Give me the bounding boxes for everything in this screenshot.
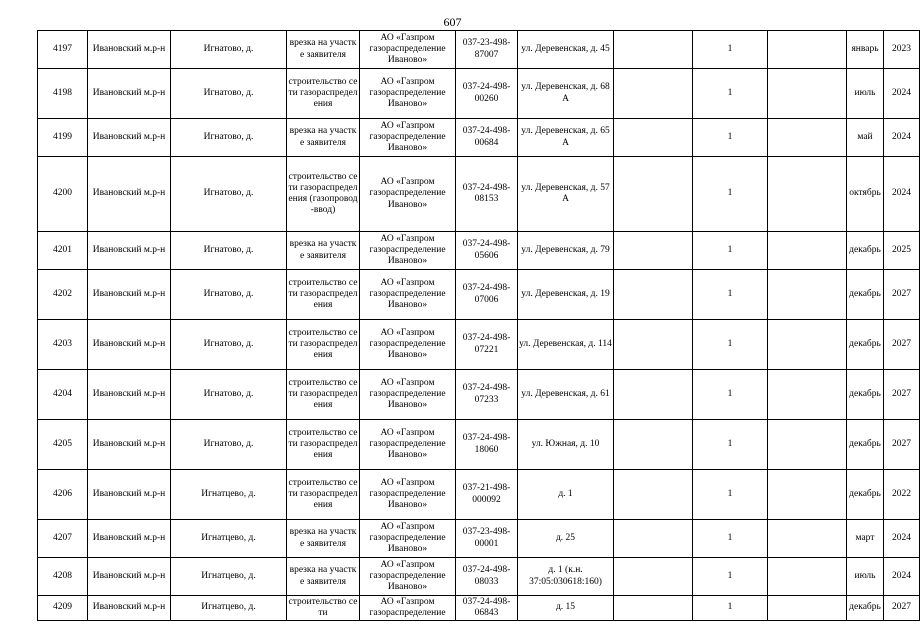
row-number-cell: 4204 — [38, 370, 88, 420]
registry-body — [38, 31, 920, 621]
locality-cell: Игнатцево, д. — [171, 596, 287, 621]
district-cell: Ивановский м.р-н — [88, 232, 171, 270]
work-type-cell: строительство сети газораспределения — [287, 470, 360, 520]
year-cell: 2024 — [884, 69, 920, 119]
application-code-cell: 037-24-498-07221 — [456, 320, 518, 370]
quantity-cell: 1 — [693, 558, 768, 596]
quantity-cell: 1 — [693, 31, 768, 69]
month-cell: октябрь — [847, 157, 884, 232]
table-row — [38, 69, 920, 119]
application-code-cell: 037-24-498-05606 — [456, 232, 518, 270]
month-cell: январь — [847, 31, 884, 69]
organization-cell: АО «Газпром газораспределение Иваново» — [360, 320, 456, 370]
month-cell: июль — [847, 558, 884, 596]
year-cell: 2023 — [884, 31, 920, 69]
address-cell: д. 15 — [518, 596, 614, 621]
empty-cell — [614, 596, 693, 621]
empty-cell — [614, 370, 693, 420]
organization-cell: АО «Газпром газораспределение Иваново» — [360, 558, 456, 596]
district-cell: Ивановский м.р-н — [88, 320, 171, 370]
address-cell: ул. Деревенская, д. 68 А — [518, 69, 614, 119]
application-code-cell: 037-21-498-000092 — [456, 470, 518, 520]
table-row — [38, 470, 920, 520]
year-cell: 2024 — [884, 119, 920, 157]
empty-cell — [768, 520, 847, 558]
year-cell: 2027 — [884, 596, 920, 621]
address-cell: ул. Деревенская, д. 79 — [518, 232, 614, 270]
row-number-cell: 4203 — [38, 320, 88, 370]
organization-cell: АО «Газпром газораспределение Иваново» — [360, 270, 456, 320]
row-number-cell: 4198 — [38, 69, 88, 119]
row-number-cell: 4206 — [38, 470, 88, 520]
organization-cell: АО «Газпром газораспределение Иваново» — [360, 119, 456, 157]
application-code-cell: 037-23-498-00001 — [456, 520, 518, 558]
quantity-cell: 1 — [693, 420, 768, 470]
month-cell: декабрь — [847, 320, 884, 370]
organization-cell: АО «Газпром газораспределение Иваново» — [360, 232, 456, 270]
application-code-cell: 037-24-498-07006 — [456, 270, 518, 320]
organization-cell: АО «Газпром газораспределение Иваново» — [360, 370, 456, 420]
district-cell: Ивановский м.р-н — [88, 596, 171, 621]
quantity-cell: 1 — [693, 270, 768, 320]
row-number-cell: 4209 — [38, 596, 88, 621]
year-cell: 2024 — [884, 157, 920, 232]
table-row — [38, 520, 920, 558]
work-type-cell: строительство сети газораспределения — [287, 420, 360, 470]
row-number-cell: 4207 — [38, 520, 88, 558]
work-type-cell: строительство сети газораспределения — [287, 320, 360, 370]
year-cell: 2027 — [884, 370, 920, 420]
year-cell: 2027 — [884, 270, 920, 320]
table-row — [38, 270, 920, 320]
locality-cell: Игнатцево, д. — [171, 558, 287, 596]
table-row — [38, 157, 920, 232]
address-cell: ул. Деревенская, д. 45 — [518, 31, 614, 69]
address-cell: ул. Деревенская, д. 57 А — [518, 157, 614, 232]
district-cell: Ивановский м.р-н — [88, 558, 171, 596]
month-cell: декабрь — [847, 420, 884, 470]
empty-cell — [614, 232, 693, 270]
work-type-cell: врезка на участке заявителя — [287, 558, 360, 596]
quantity-cell: 1 — [693, 232, 768, 270]
quantity-cell: 1 — [693, 520, 768, 558]
address-cell: д. 1 (к.н. 37:05:030618:160) — [518, 558, 614, 596]
row-number-cell: 4199 — [38, 119, 88, 157]
month-cell: май — [847, 119, 884, 157]
address-cell: ул. Деревенская, д. 114 — [518, 320, 614, 370]
empty-cell — [614, 31, 693, 69]
application-code-cell: 037-24-498-06843 — [456, 596, 518, 621]
year-cell: 2027 — [884, 420, 920, 470]
address-cell: ул. Южная, д. 10 — [518, 420, 614, 470]
organization-cell: АО «Газпром газораспределение — [360, 596, 456, 621]
empty-cell — [768, 470, 847, 520]
table-row — [38, 420, 920, 470]
district-cell: Ивановский м.р-н — [88, 157, 171, 232]
organization-cell: АО «Газпром газораспределение Иваново» — [360, 157, 456, 232]
empty-cell — [768, 69, 847, 119]
table-row — [38, 232, 920, 270]
quantity-cell: 1 — [693, 596, 768, 621]
application-code-cell: 037-24-498-08153 — [456, 157, 518, 232]
row-number-cell: 4197 — [38, 31, 88, 69]
month-cell: декабрь — [847, 270, 884, 320]
empty-cell — [768, 157, 847, 232]
empty-cell — [768, 558, 847, 596]
year-cell: 2024 — [884, 520, 920, 558]
empty-cell — [614, 270, 693, 320]
empty-cell — [768, 31, 847, 69]
work-type-cell: врезка на участке заявителя — [287, 232, 360, 270]
table-row — [38, 596, 920, 621]
quantity-cell: 1 — [693, 157, 768, 232]
quantity-cell: 1 — [693, 320, 768, 370]
work-type-cell: строительство сети газораспределения — [287, 69, 360, 119]
application-code-cell: 037-24-498-18060 — [456, 420, 518, 470]
district-cell: Ивановский м.р-н — [88, 270, 171, 320]
table-row — [38, 119, 920, 157]
work-type-cell: строительство сети газораспределения (газопровод-ввод) — [287, 157, 360, 232]
address-cell: д. 1 — [518, 470, 614, 520]
quantity-cell: 1 — [693, 470, 768, 520]
locality-cell: Игнатово, д. — [171, 69, 287, 119]
row-number-cell: 4208 — [38, 558, 88, 596]
month-cell: декабрь — [847, 232, 884, 270]
locality-cell: Игнатово, д. — [171, 119, 287, 157]
year-cell: 2025 — [884, 232, 920, 270]
year-cell: 2024 — [884, 558, 920, 596]
empty-cell — [768, 596, 847, 621]
month-cell: декабрь — [847, 370, 884, 420]
organization-cell: АО «Газпром газораспределение Иваново» — [360, 470, 456, 520]
year-cell: 2022 — [884, 470, 920, 520]
empty-cell — [614, 558, 693, 596]
empty-cell — [768, 119, 847, 157]
locality-cell: Игнатцево, д. — [171, 520, 287, 558]
application-code-cell: 037-24-498-08033 — [456, 558, 518, 596]
empty-cell — [614, 119, 693, 157]
work-type-cell: строительство сети газораспределения — [287, 270, 360, 320]
organization-cell: АО «Газпром газораспределение Иваново» — [360, 420, 456, 470]
locality-cell: Игнатово, д. — [171, 420, 287, 470]
locality-cell: Игнатово, д. — [171, 270, 287, 320]
quantity-cell: 1 — [693, 119, 768, 157]
empty-cell — [768, 232, 847, 270]
district-cell: Ивановский м.р-н — [88, 420, 171, 470]
locality-cell: Игнатово, д. — [171, 232, 287, 270]
row-number-cell: 4202 — [38, 270, 88, 320]
empty-cell — [768, 270, 847, 320]
year-cell: 2027 — [884, 320, 920, 370]
registry-table — [37, 30, 920, 621]
locality-cell: Игнатцево, д. — [171, 470, 287, 520]
organization-cell: АО «Газпром газораспределение Иваново» — [360, 520, 456, 558]
row-number-cell: 4200 — [38, 157, 88, 232]
locality-cell: Игнатово, д. — [171, 320, 287, 370]
organization-cell: АО «Газпром газораспределение Иваново» — [360, 31, 456, 69]
work-type-cell: врезка на участке заявителя — [287, 119, 360, 157]
empty-cell — [768, 420, 847, 470]
empty-cell — [768, 320, 847, 370]
district-cell: Ивановский м.р-н — [88, 370, 171, 420]
work-type-cell: врезка на участке заявителя — [287, 520, 360, 558]
work-type-cell: строительство сети — [287, 596, 360, 621]
application-code-cell: 037-24-498-00684 — [456, 119, 518, 157]
locality-cell: Игнатово, д. — [171, 370, 287, 420]
table-row — [38, 320, 920, 370]
application-code-cell: 037-24-498-00260 — [456, 69, 518, 119]
work-type-cell: строительство сети газораспределения — [287, 370, 360, 420]
application-code-cell: 037-23-498-87007 — [456, 31, 518, 69]
empty-cell — [614, 157, 693, 232]
month-cell: декабрь — [847, 596, 884, 621]
empty-cell — [768, 370, 847, 420]
month-cell: июль — [847, 69, 884, 119]
district-cell: Ивановский м.р-н — [88, 119, 171, 157]
empty-cell — [614, 470, 693, 520]
quantity-cell: 1 — [693, 370, 768, 420]
locality-cell: Игнатово, д. — [171, 31, 287, 69]
month-cell: декабрь — [847, 470, 884, 520]
district-cell: Ивановский м.р-н — [88, 470, 171, 520]
address-cell: ул. Деревенская, д. 65 А — [518, 119, 614, 157]
organization-cell: АО «Газпром газораспределение Иваново» — [360, 69, 456, 119]
address-cell: ул. Деревенская, д. 61 — [518, 370, 614, 420]
quantity-cell: 1 — [693, 69, 768, 119]
row-number-cell: 4205 — [38, 420, 88, 470]
page-number: 607 — [443, 15, 462, 29]
table-row — [38, 558, 920, 596]
locality-cell: Игнатово, д. — [171, 157, 287, 232]
district-cell: Ивановский м.р-н — [88, 520, 171, 558]
empty-cell — [614, 320, 693, 370]
empty-cell — [614, 69, 693, 119]
work-type-cell: врезка на участке заявителя — [287, 31, 360, 69]
application-code-cell: 037-24-498-07233 — [456, 370, 518, 420]
table-row — [38, 31, 920, 69]
row-number-cell: 4201 — [38, 232, 88, 270]
table-row — [38, 370, 920, 420]
district-cell: Ивановский м.р-н — [88, 31, 171, 69]
address-cell: д. 25 — [518, 520, 614, 558]
empty-cell — [614, 520, 693, 558]
empty-cell — [614, 420, 693, 470]
district-cell: Ивановский м.р-н — [88, 69, 171, 119]
month-cell: март — [847, 520, 884, 558]
address-cell: ул. Деревенская, д. 19 — [518, 270, 614, 320]
